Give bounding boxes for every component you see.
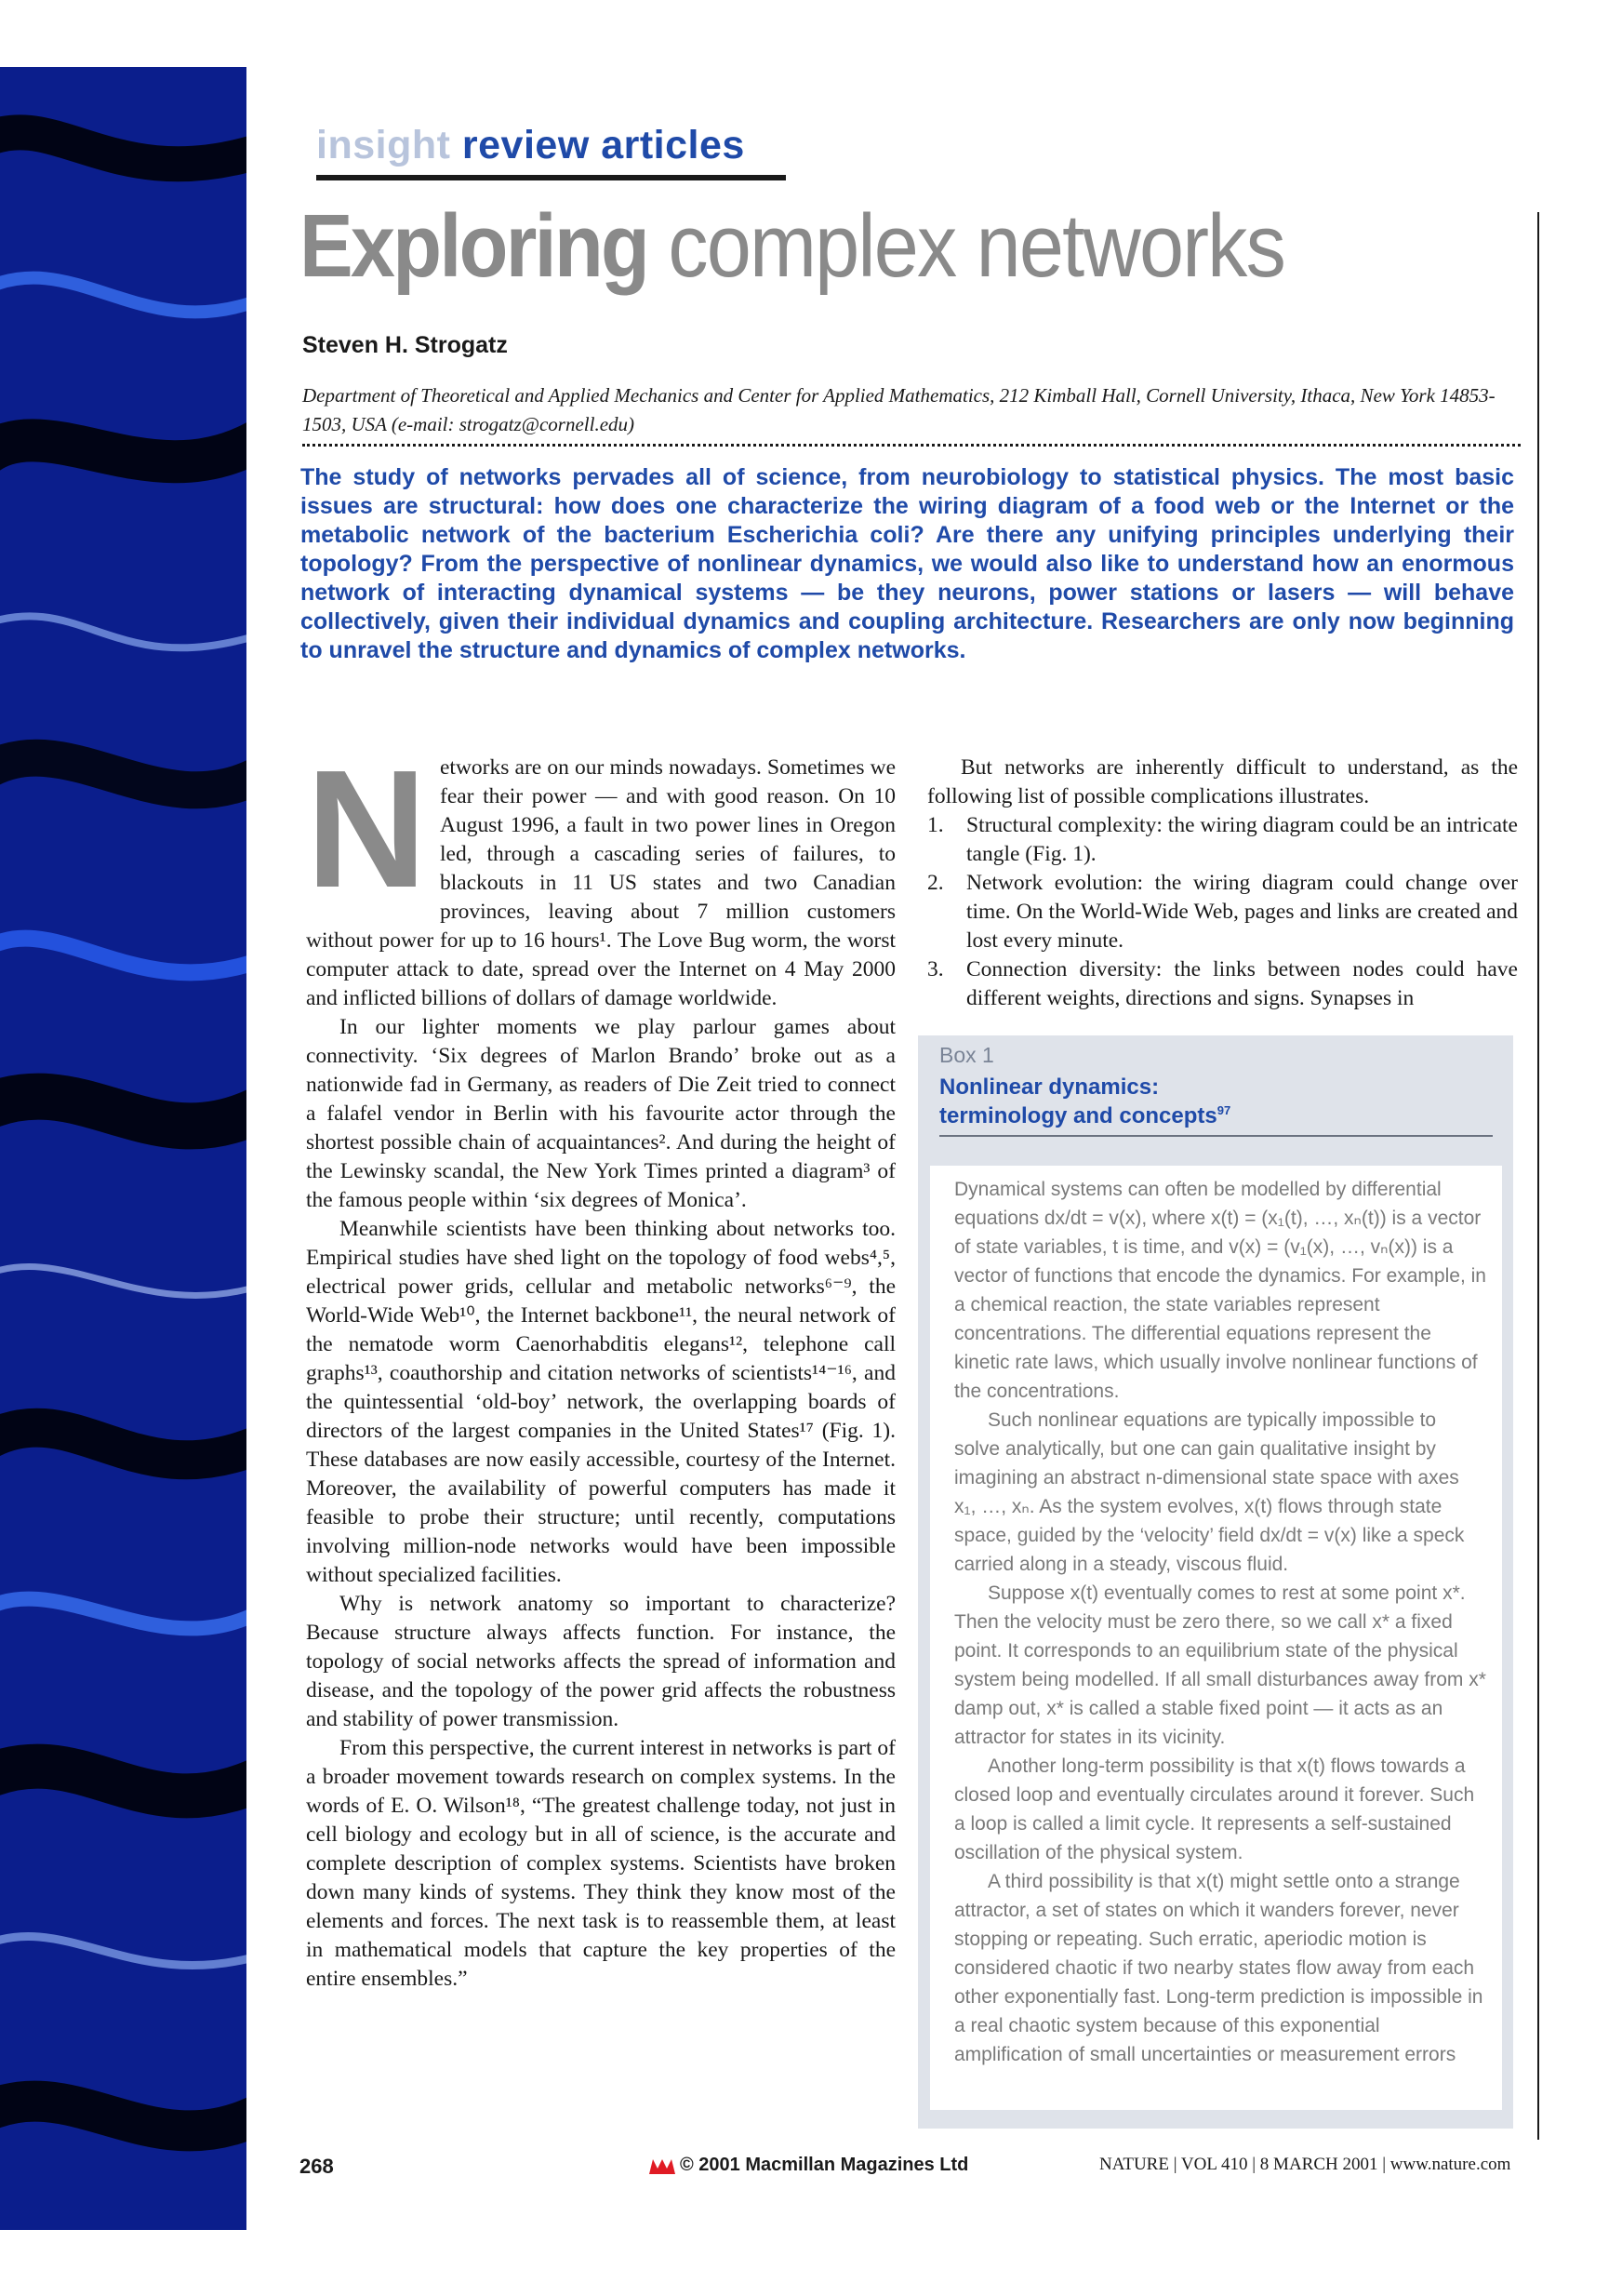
paragraph: Why is network anatomy so important to characterize? Because structure always affects function. For instance, the topology of social networks affects the spread of information and disease, and the topology of the power grid affects the robustness and stability of power transmission. [306, 1592, 896, 1731]
dotted-divider [302, 444, 1521, 447]
list-number: 2. [927, 871, 944, 895]
list-item [927, 811, 1518, 869]
list-number: 1. [927, 813, 944, 837]
masthead-rule [316, 175, 786, 180]
body-column-right [927, 754, 1518, 1013]
masthead [316, 123, 745, 168]
article-title [299, 195, 1284, 298]
box-text [954, 1175, 1486, 2069]
paragraph [306, 736, 896, 1013]
box-title [939, 1073, 1230, 1130]
paragraph-text: etworks are on our minds nowadays. Sometimes we fear their power — and with good reason. On 10 August 1996, a fault in two power lines in Oregon led, through a cascading series of failures, to blackouts in 11 US states and two Canadian provinces, leaving about 7 million customers without power for up to 16 hours¹. The Love Bug worm, the worst computer attack to date, spread over the Internet on 4 May 2000 and inflicted billions of dollars of damage worldwide. [306, 755, 896, 1010]
box-title-line: Nonlinear dynamics: [939, 1075, 1160, 1100]
macmillan-logo-icon [648, 2156, 676, 2175]
drop-cap: N [306, 736, 427, 923]
box-paragraph: Another long-term possibility is that x(t) flows towards a closed loop and eventually circulates around it forever. Such a loop is called a limit cycle. It represents a self-sustained oscillation of the physical system. [954, 1755, 1475, 1863]
box-label: Box 1 [939, 1043, 994, 1067]
masthead-insight: insight [316, 123, 451, 167]
copyright-text: © 2001 Macmillan Magazines Ltd [680, 2155, 969, 2175]
author-affiliation: Department of Theoretical and Applied Mechanics and Center for Applied Mathematics, 212 Kimball Hall, Cornell University, Ithaca, New York 14853-1503, USA (e-mail: strogatz@cornell.edu) [302, 384, 1496, 435]
paragraph: In our lighter moments we play parlour games about connectivity. ‘Six degrees of Marlon Brando’ broke out as a nationwide fad in Germany, as readers of Die Zeit tried to connect a falafel vendor in Berlin with his favourite actor through the shortest possible chain of acquaintances². And during the height of the Lewinsky scandal, the New York Times printed a diagram³ of the famous people within ‘six degrees of Monica’. [306, 1015, 896, 1212]
box-1 [918, 1035, 1513, 2129]
body-column-left [306, 736, 896, 1994]
decorative-side-band [0, 67, 246, 2230]
journal-info: NATURE | VOL 410 | 8 MARCH 2001 | www.nature.com [1099, 2155, 1511, 2174]
paragraph: Meanwhile scientists have been thinking about networks too. Empirical studies have shed light on the topology of food webs⁴,⁵, electrical power grids, cellular and metabolic networks⁶⁻⁹, the World-Wide Web¹⁰, the Internet backbone¹¹, the neural network of the nematode worm Caenorhabditis elegans¹², telephone call graphs¹³, coauthorship and citation networks of scientists¹⁴⁻¹⁶, and the quintessential ‘old-boy’ network, the overlapping boards of directors of the largest companies in the United States¹⁷ (Fig. 1). These databases are now easily accessible, courtesy of the Internet. Moreover, the availability of powerful computers has made it feasible to probe their structure; until recently, computations involving million-node networks would have been impossible without specialized facilities. [306, 1217, 896, 1587]
box-title-ref: 97 [1216, 1103, 1231, 1117]
abstract: The study of networks pervades all of science, from neurobiology to statistical physics. The most basic issues are structural: how does one characterize the wiring diagram of a food web or the Internet or the metabolic network of the bacterium Escherichia coli? Are there any unifying principles underlying their topology? From the perspective of nonlinear dynamics, we would also like to understand how an enormous network of interacting dynamical systems — be they neurons, power stations or lasers — will behave collectively, given their individual dynamics and coupling architecture. Researchers are only now beginning to unravel the structure and dynamics of complex networks. [300, 464, 1514, 663]
box-rule [939, 1135, 1493, 1137]
list-text: Connection diversity: the links between nodes could have different weights, directions and signs. Synapses in [966, 957, 1518, 1010]
copyright [648, 2155, 968, 2176]
paragraph: But networks are inherently difficult to understand, as the following list of possible complications illustrates. [927, 755, 1518, 808]
list-text: Structural complexity: the wiring diagram could be an intricate tangle (Fig. 1). [966, 813, 1518, 866]
box-content [930, 1166, 1502, 2110]
box-paragraph: Suppose x(t) eventually comes to rest at some point x*. Then the velocity must be zero there, so we call x* a fixed point. It corresponds to an equilibrium state of the physical system being modelled. If all small disturbances away from x* damp out, x* is called a stable fixed point — it acts as an attractor for states in its vicinity. [954, 1582, 1486, 1748]
list-item [927, 955, 1518, 1013]
title-light: complex networks [647, 196, 1284, 296]
box-paragraph: A third possibility is that x(t) might settle onto a strange attractor, a set of states on which it wanders forever, never stopping or repeating. Such erratic, aperiodic motion is considered chaotic if two nearby states flow away from each other exponentially fast. Long-term prediction is impossible in a real chaotic system because of this exponential amplification of small uncertainties or measurement errors [954, 1871, 1483, 2065]
paragraph: From this perspective, the current interest in networks is part of a broader movement towards research on complex systems. In the words of E. O. Wilson¹⁸, “The greatest challenge today, not just in cell biology and ecology but in all of science, is the accurate and complete description of complex systems. Scientists have broken down many kinds of systems. They think they know most of the elements and forces. The next task is to reassemble them, at least in mathematical models that capture the key properties of the entire ensembles.” [306, 1736, 896, 1991]
list-item [927, 869, 1518, 955]
page-number: 268 [299, 2155, 334, 2178]
column-rule [1537, 212, 1539, 2140]
masthead-review-articles: review articles [461, 123, 745, 167]
list-text: Network evolution: the wiring diagram could change over time. On the World-Wide Web, pages and links are created and lost every minute. [966, 871, 1518, 953]
title-bold: Exploring [299, 196, 648, 296]
list-number: 3. [927, 957, 944, 981]
complications-list [927, 811, 1518, 1013]
box-title-line: terminology and concepts [939, 1103, 1217, 1128]
box-paragraph: Dynamical systems can often be modelled by differential equations dx/dt = v(x), where x(t) = (x₁(t), …, xₙ(t)) is a vector of state variables, t is time, and v(x) = (v₁(x), …, vₙ(x)) is a vector of functions that encode the dynamics. For example, in a chemical reaction, the state variables represent concentrations. The differential equations represent the kinetic rate laws, which usually involve nonlinear functions of the concentrations. [954, 1179, 1486, 1402]
author-name: Steven H. Strogatz [302, 332, 508, 358]
box-paragraph: Such nonlinear equations are typically impossible to solve analytically, but one can gain qualitative insight by imagining an abstract n-dimensional state space with axes x₁, …, xₙ. As the system evolves, x(t) flows through state space, guided by the ‘velocity’ field dx/dt = v(x) like a speck carried along in a steady, viscous fluid. [954, 1409, 1465, 1575]
